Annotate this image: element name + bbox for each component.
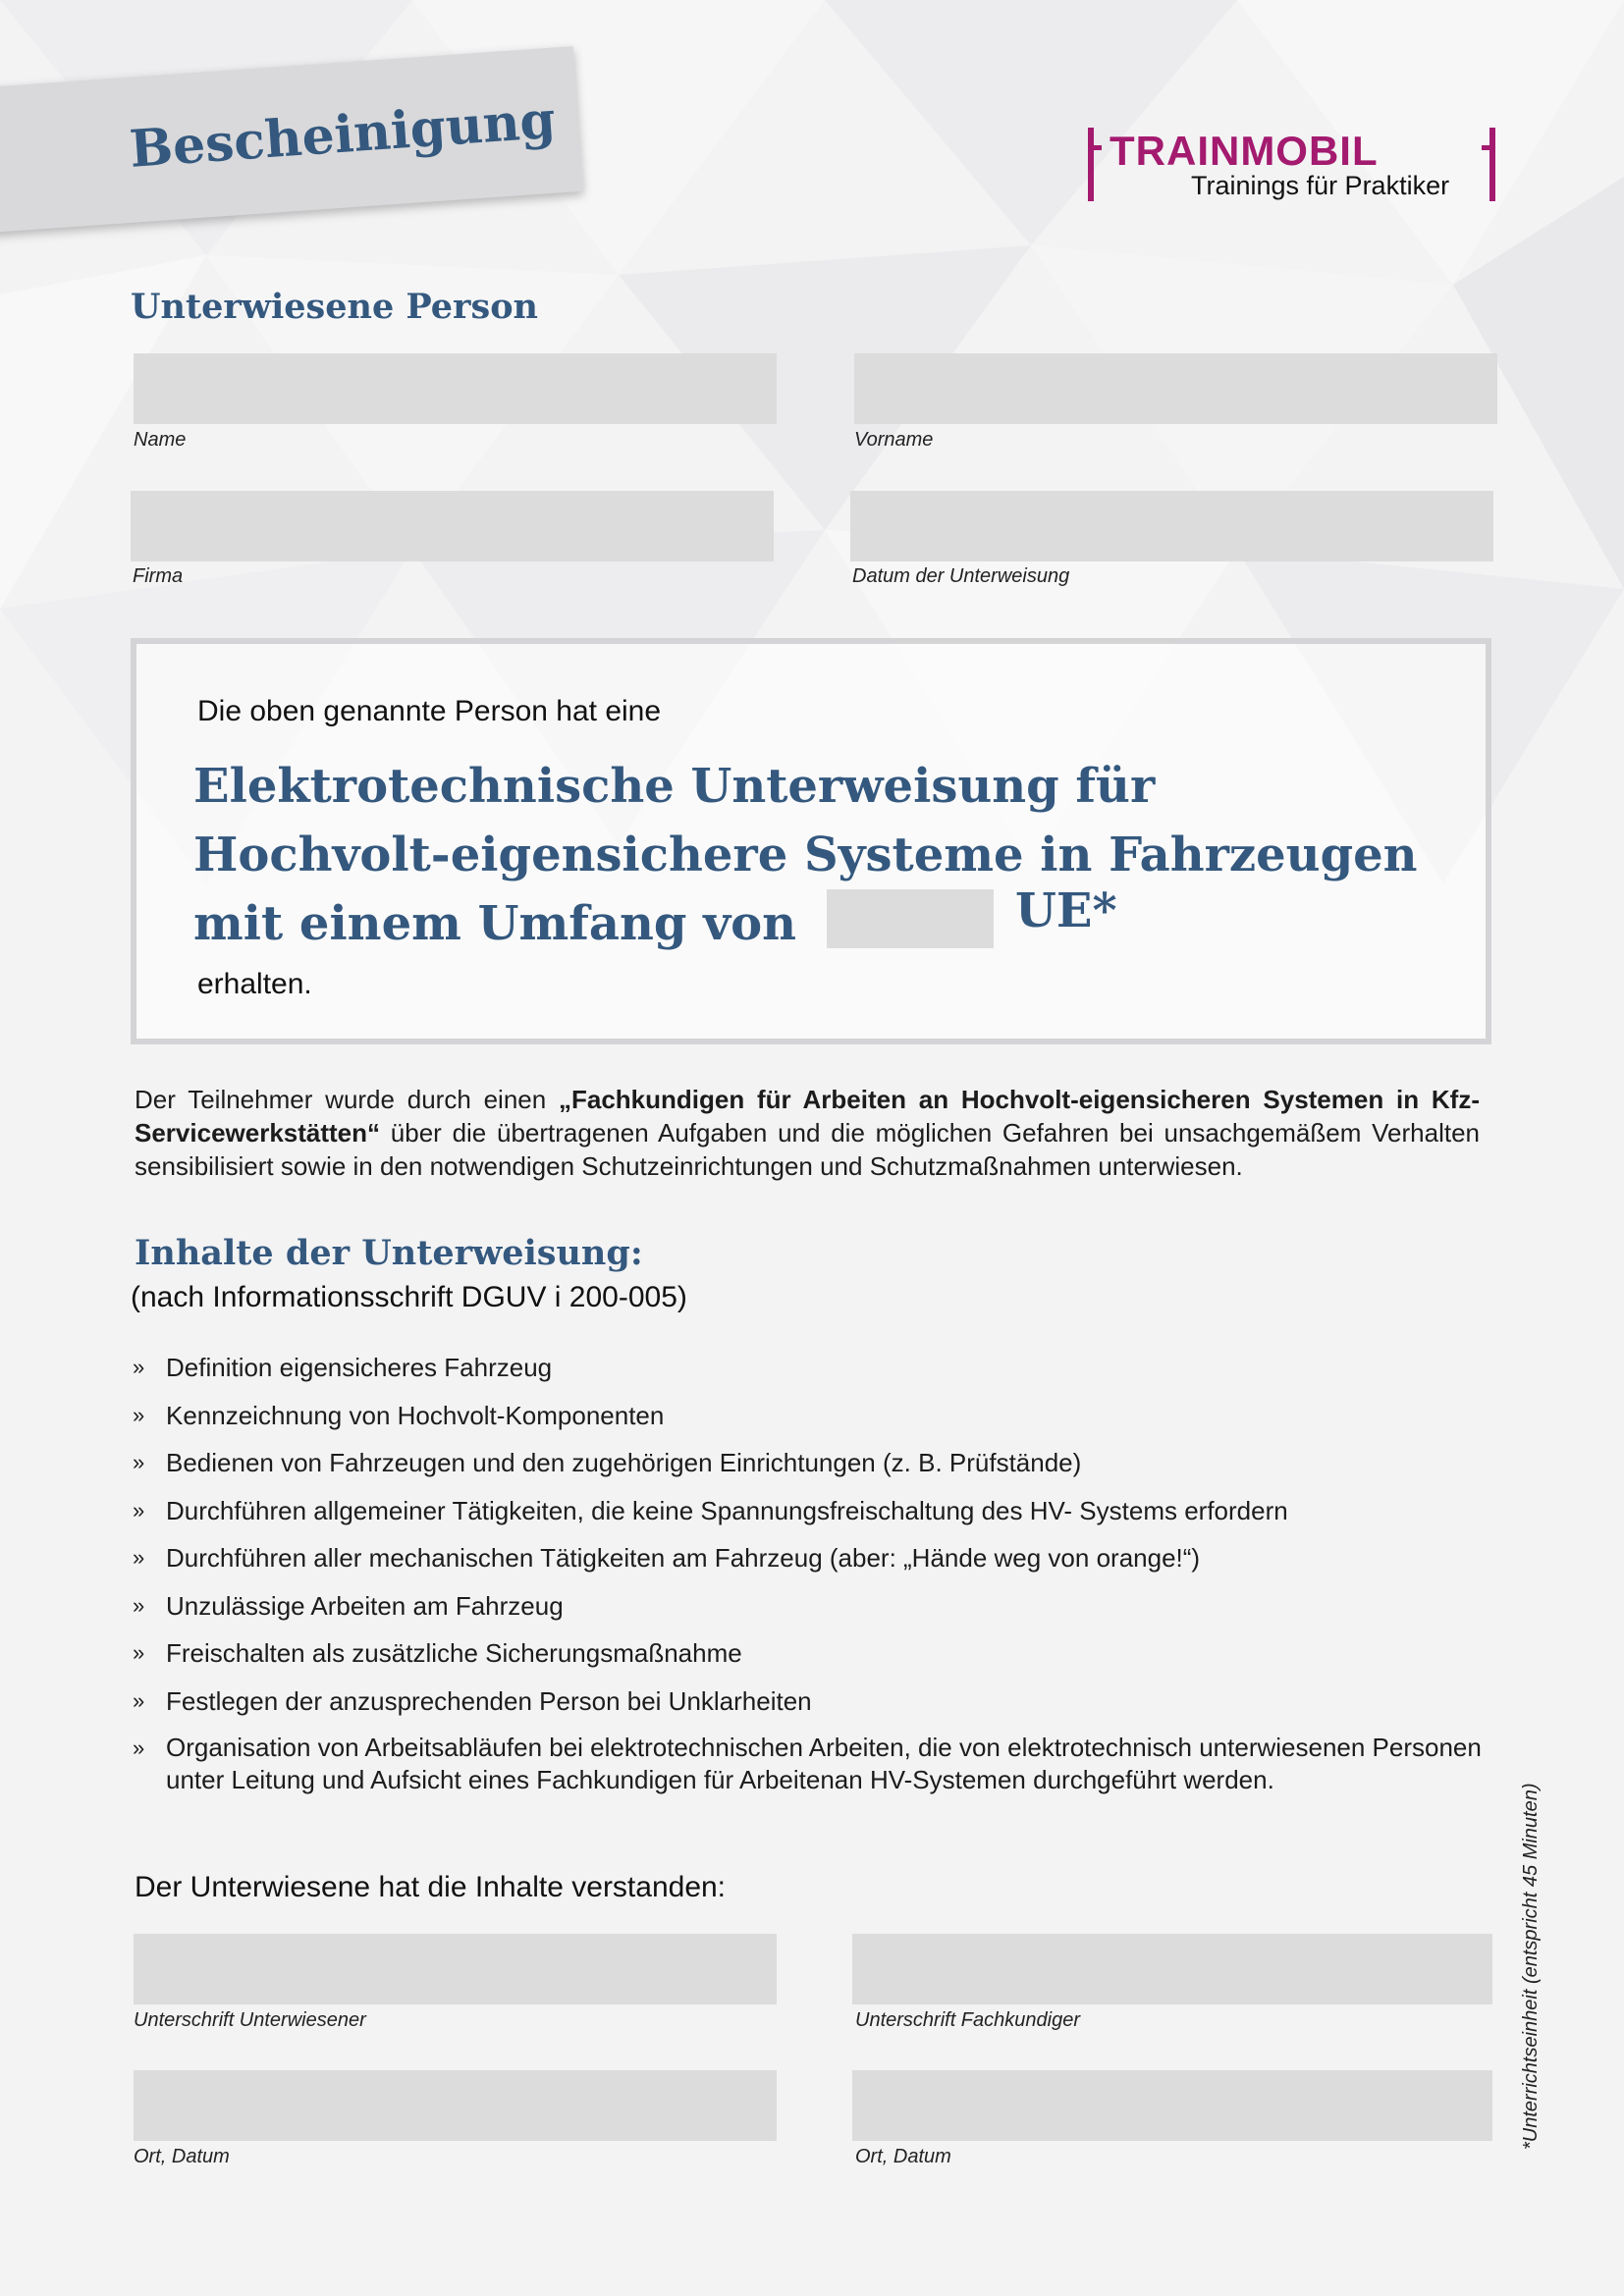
- vorname-label: Vorname: [854, 429, 934, 451]
- page-title: Bescheinigung: [128, 89, 558, 180]
- ue-label: UE*: [1015, 883, 1117, 938]
- contents-subtitle: (nach Informationsschrift DGUV i 200-005): [131, 1281, 687, 1313]
- datum-label: Datum der Unterweisung: [852, 565, 1070, 587]
- list-item: » Kennzeichnung von Hochvolt-Komponenten: [133, 1400, 665, 1430]
- trainmobil-logo: [1088, 128, 1495, 201]
- bullet-icon: »: [133, 1497, 145, 1522]
- ue-amount-field[interactable]: [827, 889, 994, 948]
- paragraph-text-1: Der Teilnehmer wurde durch einen: [135, 1085, 559, 1114]
- list-item: » Unzulässige Arbeiten am Fahrzeug: [133, 1590, 564, 1621]
- understood-heading: Der Unterwiesene hat die Inhalte verstanden:: [135, 1871, 727, 1903]
- list-item: » Bedienen von Fahrzeugen und den zugehörigen Einrichtungen (z. B. Prüfstände): [133, 1448, 1082, 1477]
- certificate-outro: erhalten.: [197, 968, 312, 1000]
- list-item: » Definition eigensicheres Fahrzeug: [133, 1353, 553, 1382]
- footnote-unit: *Unterrichtseinheit (entspricht 45 Minuten): [1520, 1783, 1542, 2150]
- bullet-icon: »: [133, 1687, 145, 1713]
- description-paragraph: [135, 1083, 1480, 1183]
- headline-line-1: Elektrotechnische Unterweisung für: [193, 759, 1156, 814]
- datum-field[interactable]: [850, 491, 1493, 561]
- bullet-icon: »: [133, 1545, 145, 1570]
- list-item: » Festlegen der anzusprechenden Person bei Unklarheiten: [133, 1685, 812, 1716]
- certificate-headline: [193, 752, 1418, 958]
- signature-trainee-field[interactable]: [134, 1934, 777, 2004]
- firma-label: Firma: [133, 565, 184, 587]
- signature-expert-field[interactable]: [852, 1934, 1492, 2004]
- list-item: » Durchführen allgemeiner Tätigkeiten, die keine Spannungsfreischaltung des HV- Systems erfordern: [133, 1495, 1288, 1525]
- logo-name: TRAINMOBIL: [1110, 128, 1379, 174]
- section-title-person: Unterwiesene Person: [131, 287, 538, 327]
- certificate-intro: Die oben genannte Person hat eine: [197, 695, 662, 727]
- name-field[interactable]: [134, 353, 777, 424]
- place-date-right-label: Ort, Datum: [855, 2146, 951, 2167]
- bullet-icon: »: [133, 1640, 145, 1665]
- contents-list: [133, 1351, 1488, 1811]
- bullet-icon: »: [133, 1592, 145, 1618]
- headline-line-3: mit einem Umfang von: [193, 896, 796, 951]
- contents-title: Inhalte der Unterweisung:: [135, 1233, 643, 1273]
- logo-tagline: Trainings für Praktiker: [1191, 171, 1450, 200]
- bullet-icon: »: [133, 1402, 145, 1427]
- firma-field[interactable]: [131, 491, 774, 561]
- list-item: » Durchführen aller mechanischen Tätigkeiten am Fahrzeug (aber: „Hände weg von orange!“): [133, 1543, 1201, 1573]
- list-item: » Freischalten als zusätzliche Sicherungsmaßnahme: [133, 1638, 742, 1668]
- paragraph-bold: „Fachkundigen für Arbeiten an Hochvolt-eigensicheren Systemen in Kfz-Servicewerkstätten“: [135, 1085, 1480, 1148]
- bullet-icon: »: [133, 1355, 145, 1379]
- bullet-icon: »: [133, 1735, 145, 1760]
- paragraph-text-2: über die übertragenen Aufgaben und die möglichen Gefahren bei unsachgemäßem Verhalten sensibilisiert sowie in den notwendigen Schutzeinrichtungen und Schutzmaßnahmen unterwiesen.: [135, 1118, 1480, 1181]
- bullet-icon: »: [133, 1450, 145, 1474]
- place-date-left-field[interactable]: [134, 2070, 777, 2141]
- signature-trainee-label: Unterschrift Unterwiesener: [134, 2009, 366, 2031]
- place-date-right-field[interactable]: [852, 2070, 1492, 2141]
- signature-expert-label: Unterschrift Fachkundiger: [855, 2009, 1080, 2031]
- headline-line-2: Hochvolt-eigensichere Systeme in Fahrzeugen: [193, 828, 1418, 882]
- certificate-box: [131, 638, 1491, 1044]
- vorname-field[interactable]: [854, 353, 1497, 424]
- name-label: Name: [134, 429, 187, 451]
- list-item: » Organisation von Arbeitsabläufen bei elektrotechnischen Arbeiten, die von elektrotechnisch unterwiesenen Personen unter Leitung und Aufsicht eines Fachkundigen für Arbeitenan HV-Systemen durchgeführt werden.: [133, 1733, 1482, 1794]
- place-date-left-label: Ort, Datum: [134, 2146, 230, 2167]
